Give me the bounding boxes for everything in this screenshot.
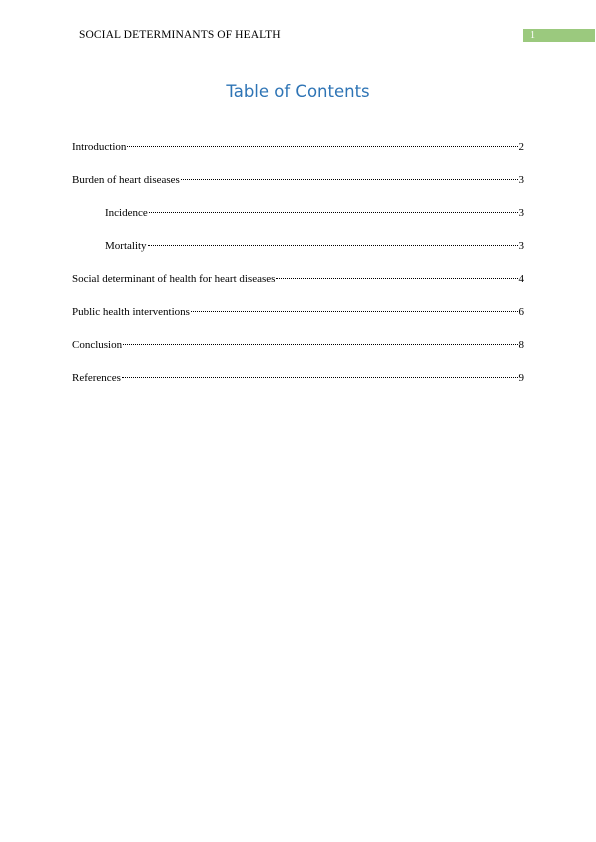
dot-leader bbox=[127, 146, 517, 147]
toc-entry-burden-of-heart-diseases[interactable] bbox=[72, 173, 524, 206]
toc-entry-page: 2 bbox=[518, 141, 524, 153]
toc-entry-incidence[interactable] bbox=[72, 206, 524, 239]
toc-entry-page: 9 bbox=[518, 372, 524, 384]
toc-entry-page: 3 bbox=[518, 240, 524, 252]
dot-leader bbox=[122, 377, 518, 378]
toc-entry-page: 8 bbox=[518, 339, 524, 351]
toc-entry-references[interactable] bbox=[72, 371, 524, 404]
toc-entry-page: 3 bbox=[518, 207, 524, 219]
toc-entry-label: Mortality bbox=[105, 240, 147, 252]
running-header-title: SOCIAL DETERMINANTS OF HEALTH bbox=[79, 29, 281, 41]
toc-heading: Table of Contents bbox=[226, 82, 370, 101]
toc-entry-label: References bbox=[72, 372, 121, 384]
table-of-contents bbox=[72, 140, 524, 404]
dot-leader bbox=[148, 245, 518, 246]
toc-entry-label: Public health interventions bbox=[72, 306, 190, 318]
toc-entry-label: Burden of heart diseases bbox=[72, 174, 180, 186]
toc-entry-page: 3 bbox=[518, 174, 524, 186]
dot-leader bbox=[181, 179, 518, 180]
toc-entry-conclusion[interactable] bbox=[72, 338, 524, 371]
toc-entry-label: Social determinant of health for heart diseases bbox=[72, 273, 276, 285]
dot-leader bbox=[149, 212, 518, 213]
dot-leader bbox=[191, 311, 518, 312]
toc-entry-mortality[interactable] bbox=[72, 239, 524, 272]
toc-entry-public-health-interventions[interactable] bbox=[72, 305, 524, 338]
page-number-badge: 1 bbox=[523, 29, 595, 42]
toc-entry-page: 6 bbox=[518, 306, 524, 318]
dot-leader bbox=[276, 278, 517, 279]
toc-entry-page: 4 bbox=[518, 273, 524, 285]
dot-leader bbox=[123, 344, 517, 345]
toc-entry-introduction[interactable] bbox=[72, 140, 524, 173]
toc-entry-label: Incidence bbox=[105, 207, 148, 219]
toc-entry-label: Introduction bbox=[72, 141, 127, 153]
toc-entry-label: Conclusion bbox=[72, 339, 123, 351]
toc-entry-social-determinant[interactable] bbox=[72, 272, 524, 305]
